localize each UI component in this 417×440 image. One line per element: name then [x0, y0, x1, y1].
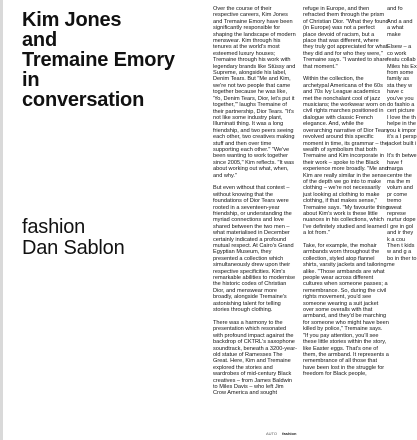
page-number: AUTO [266, 431, 278, 436]
article-title [22, 10, 207, 110]
body-paragraph: Take, for example, the mohair armbands worn throughout the collection, styled atop flannel shirts, varsity jackets and tailoring alike. "Those armbands are what people wear across different cultures when someone passes; a remembrance. So, during the civil rights movement, you'd see someone wearing a suit jacket over some overalls with that armband, and they'd be marching for someone who might have been killed by police," Tremaine says. "If you pay attention, you'll see these little stories within the story, like Easter eggs. That's one of them, the armband. It represents a remembrance of all those that have been lost in the struggle for freedom for Black people, [303, 243, 389, 378]
body-paragraph: There was a harmony to the presentation which resonated with profound impact against the backdrop of CKTRL's saxophone soundtrack, beneath a 3200-year-old statue of Ramesses The Great. Here, Kim and Tremaine explored the stories and wardrobes of mid-century Black creatives – from James Baldwin to Miles Davis – who left Jim Crow America and sought [213, 319, 297, 397]
author-name: Dan Sablon [22, 237, 125, 259]
title-line: conversation [22, 89, 145, 111]
body-paragraph: It's th betwe have f marga centre the ma the m volum and pr come tremo sweat represe nurtur dope I gre in gol and ir they k a cou Then t kids w and g a bo in ther to me [387, 153, 417, 269]
body-paragraph: refuge in Europe, and then refracted them through the prism of Christian Dior. "What they found (in Europe) was not a perfect place devoid of racism, but a place that was different, where they truly got appreciated for what they did and for who they were," Tremaine says. "I wanted to share that moment." [303, 6, 389, 70]
title-line: Tremaine Emory [22, 49, 175, 71]
body-column-2 [303, 6, 389, 420]
body-paragraph: Within the collection, the archetypal Americana of the 60s and 70s Ivy League academics met the nonchalant cool of jazz musicians; the workwear worn on civil rights marches positioned in dialogue with classic French elegance. And, while the overarching narrative of Dior Tears revolved around this specific moment in time, its grammar – the wealth of symbolism that both Tremaine and Kim incorporate in their work – spoke to the Black experience more broadly. "Me and Kim are really similar in the sense of the depth we go into to make clothing – we're not necessarily just looking at clothing to make clothing, if that makes sense," Tremaine says. "My favourite thing about Kim's work is these little nuances in his collections, which I've definitely studied and learned a lot from." [303, 76, 389, 237]
body-column-1 [213, 6, 297, 420]
body-column-3-cropped [387, 6, 417, 420]
body-paragraph: and fo [387, 6, 403, 12]
body-paragraph: But even without that context – without knowing that the foundations of Dior Tears were rooted in a seventeen-year friendship, or understanding the myriad connections and love shared between the two men – what materialised in December certainly indicated a profound mutual respect. At Cairo's Grand Egyptian Museum, they presented a collection which simultaneously drew upon their respective specificities. Kim's remarkable abilities to modernise the historic codes of Christian Dior, and menswear more broadly, alongside Tremaine's astonishing talent for telling stories through clothing. [213, 185, 296, 314]
body-paragraph: Elsew – a co work featu collab Miles his Ex from some family as sta they w have c you've you do fashio a cert picture I love the th helpe in the you k impor it's a l persp jacket built i [387, 44, 417, 147]
title-line: in [22, 69, 40, 91]
title-line: Kim Jones [22, 9, 122, 31]
page-gutter-edge [0, 0, 3, 440]
title-line: and [22, 29, 57, 51]
body-paragraph: And a and a what make [387, 18, 413, 38]
section-name: fashion [22, 216, 86, 238]
article-section-and-author [22, 217, 207, 259]
footer-section: fashion [282, 431, 297, 436]
body-paragraph: Over the course of their respective careers, Kim Jones and Tremaine Emory have been significantly responsible for shaping the landscape of modern menswear. Kim through his tenures at the world's most esteemed luxury houses; Tremaine through his work with legendary brands like Stüssy and Supreme, alongside his label, Denim Tears. But "Me and Kim, we're not two people that came together because he was like, 'Yo, Denim Tears, Dior, let's put it together,'" laughs Tremaine of their partnership, Dior Tears. "It's not like some industry plant, Illuminati thing. It was a long friendship, and two peers seeing each other, two creatives making stuff and then over time supporting each other." "We've been wanting to work together since 2005," Kim reflects. "It was about working out what, when, and why." [213, 6, 296, 179]
page-footer [266, 431, 296, 436]
